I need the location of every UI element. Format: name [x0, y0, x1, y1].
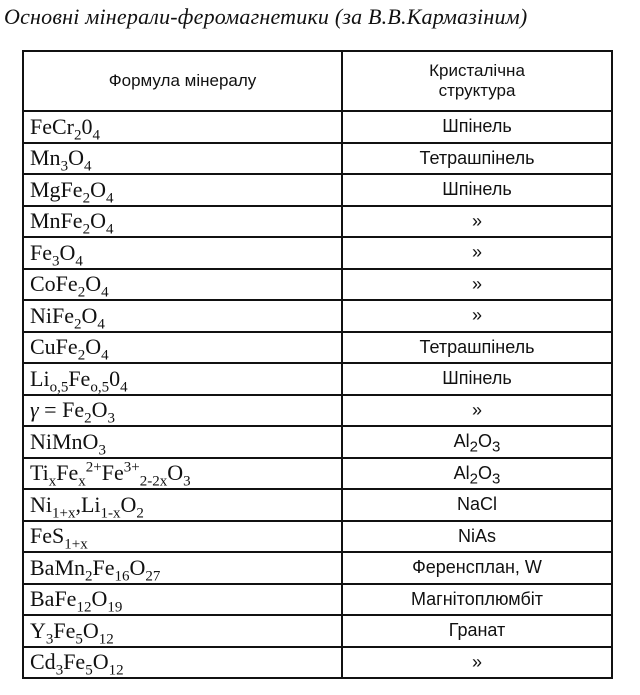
- formula-part: 2: [85, 568, 93, 585]
- structure-cell: [342, 395, 612, 427]
- formula-part: 4: [101, 347, 109, 364]
- formula-part: 27: [145, 568, 161, 585]
- structure-cell: [342, 111, 612, 143]
- structure-cell: [342, 269, 612, 301]
- header-structure: [342, 51, 612, 111]
- formula-part: 4: [83, 158, 92, 175]
- formula-cell: [23, 269, 342, 301]
- header-formula: Формула мінералу: [23, 51, 342, 111]
- page-title: Основні мінерали-феромагнетики (за В.В.Кармазіним): [4, 4, 528, 29]
- formula-part: 12: [76, 599, 92, 616]
- structure-part: »: [471, 242, 482, 263]
- formula-part: Mn: [30, 145, 61, 171]
- formula-part: 1+x: [64, 536, 88, 553]
- formula-part: 0: [81, 113, 93, 139]
- table-row: [23, 332, 612, 364]
- formula-part: Cd: [30, 649, 56, 675]
- formula-part: x: [78, 473, 86, 490]
- formula-part: O: [92, 649, 109, 675]
- formula-cell: [23, 300, 342, 332]
- formula-part: 4: [75, 253, 83, 270]
- formula-cell: [23, 332, 342, 364]
- formula-cell: [23, 647, 342, 679]
- structure-part: Al: [453, 431, 470, 452]
- formula-part: o,5: [49, 379, 69, 396]
- structure-part: Al: [453, 462, 470, 483]
- formula-part: Fe: [63, 649, 86, 675]
- formula-part: 2: [77, 284, 86, 301]
- formula-part: O: [120, 491, 137, 517]
- formula-part: 4: [105, 221, 114, 238]
- formula-part: FeCr: [30, 113, 74, 139]
- structure-part: »: [471, 210, 482, 231]
- formula-part: FeS: [30, 523, 65, 549]
- table-row: [23, 206, 612, 238]
- formula-part: 3: [60, 158, 69, 175]
- table-row: [23, 143, 612, 175]
- table-row: [23, 615, 612, 647]
- structure-cell: [342, 332, 612, 364]
- formula-part: O: [90, 176, 106, 202]
- formula-part: O: [90, 208, 106, 234]
- formula-part: MnFe: [30, 208, 83, 234]
- structure-part: Шпінель: [442, 116, 512, 137]
- structure-part: NaCl: [456, 494, 497, 515]
- formula-cell: [23, 111, 342, 143]
- table-row: [23, 584, 612, 616]
- formula-part: NiMnO: [30, 428, 99, 454]
- formula-part: 4: [92, 127, 100, 144]
- formula-part: O: [167, 460, 184, 486]
- structure-part: »: [471, 399, 482, 420]
- structure-part: NiAs: [457, 525, 496, 546]
- structure-part: Тетрашпінель: [419, 336, 535, 357]
- formula-part: 2: [84, 410, 92, 427]
- formula-part: 4: [97, 316, 105, 333]
- formula-cell: [23, 174, 342, 206]
- table-row: [23, 426, 612, 458]
- formula-part: 2: [74, 316, 82, 333]
- structure-cell: [342, 584, 612, 616]
- formula-part: Fe: [30, 239, 52, 265]
- formula-part: BaMn: [30, 554, 85, 580]
- formula-part: 3: [183, 473, 191, 490]
- formula-part: MgFe: [30, 176, 83, 202]
- formula-part: 3: [45, 631, 54, 648]
- formula-part: ,Li: [75, 491, 101, 517]
- structure-part: Магнітоплюмбіт: [410, 588, 544, 609]
- structure-cell: [342, 458, 612, 490]
- formula-part: 4: [105, 190, 114, 207]
- formula-part: 4: [101, 284, 109, 301]
- formula-part: O: [82, 617, 99, 643]
- table-row: [23, 458, 612, 490]
- formula-part: 4: [120, 379, 128, 396]
- formula-part: Fe: [68, 365, 91, 391]
- header-structure-line2: структура: [438, 81, 516, 100]
- table-row: [23, 552, 612, 584]
- structure-cell: [342, 300, 612, 332]
- structure-part: Шпінель: [442, 179, 512, 200]
- formula-part: 2: [77, 347, 86, 364]
- formula-part: Y: [30, 617, 46, 643]
- table-row: [23, 300, 612, 332]
- structure-part: 2: [469, 438, 478, 456]
- structure-part: »: [471, 305, 482, 326]
- formula-part: Fe: [92, 554, 115, 580]
- formula-part: x: [48, 473, 57, 490]
- structure-part: Ференсплан, W: [412, 557, 542, 578]
- formula-part: Ti: [30, 460, 49, 486]
- table-row: [23, 647, 612, 679]
- formula-part: O: [91, 586, 108, 612]
- table-row: [23, 174, 612, 206]
- formula-part: γ: [30, 397, 39, 423]
- structure-cell: [342, 206, 612, 238]
- formula-part: 2-2x: [139, 473, 168, 490]
- formula-cell: [23, 206, 342, 238]
- formula-part: BaFe: [30, 586, 77, 612]
- structure-part: »: [471, 273, 482, 294]
- table-row: [23, 269, 612, 301]
- structure-cell: [342, 143, 612, 175]
- table-row: [23, 521, 612, 553]
- formula-part: 5: [85, 662, 93, 679]
- formula-part: 3+: [123, 459, 140, 476]
- structure-cell: [342, 174, 612, 206]
- formula-part: 2: [82, 190, 91, 207]
- formula-part: 2: [136, 505, 144, 522]
- formula-part: 2: [74, 127, 82, 144]
- formula-part: NiFe: [30, 302, 74, 328]
- formula-cell: [23, 521, 342, 553]
- formula-part: Fe: [56, 460, 79, 486]
- formula-part: 12: [108, 662, 124, 679]
- formula-part: 3: [55, 662, 64, 679]
- formula-part: CuFe: [30, 334, 78, 360]
- formula-cell: [23, 426, 342, 458]
- structure-cell: [342, 426, 612, 458]
- formula-cell: [23, 489, 342, 521]
- structure-part: O: [478, 462, 493, 483]
- structure-cell: [342, 615, 612, 647]
- formula-cell: [23, 395, 342, 427]
- structure-cell: [342, 647, 612, 679]
- formula-part: 1-x: [100, 505, 121, 522]
- table-row: [23, 489, 612, 521]
- structure-cell: [342, 521, 612, 553]
- formula-cell: [23, 584, 342, 616]
- formula-part: 3: [107, 410, 115, 427]
- formula-part: O: [59, 239, 76, 265]
- formula-part: 16: [114, 568, 130, 585]
- formula-part: Li: [30, 365, 50, 391]
- formula-cell: [23, 458, 342, 490]
- structure-part: 3: [492, 438, 501, 456]
- formula-part: O: [81, 302, 98, 328]
- formula-part: 5: [75, 631, 83, 648]
- formula-part: 1+x: [52, 505, 76, 522]
- structure-cell: [342, 237, 612, 269]
- minerals-table: [22, 50, 613, 679]
- table-row: [23, 363, 612, 395]
- structure-part: »: [471, 651, 482, 672]
- formula-part: 19: [107, 599, 123, 616]
- formula-cell: [23, 615, 342, 647]
- formula-cell: [23, 237, 342, 269]
- formula-part: o,5: [90, 379, 110, 396]
- formula-part: 0: [109, 365, 121, 391]
- formula-part: = Fe: [38, 397, 85, 423]
- formula-part: O: [129, 554, 146, 580]
- table-header-row: [23, 51, 612, 111]
- formula-cell: [23, 552, 342, 584]
- structure-cell: [342, 363, 612, 395]
- formula-part: Ni: [30, 491, 52, 517]
- table-row: [23, 395, 612, 427]
- formula-part: Fe: [53, 617, 76, 643]
- formula-part: 3: [98, 442, 106, 459]
- table-row: [23, 111, 612, 143]
- formula-part: O: [85, 334, 102, 360]
- formula-part: 3: [52, 253, 60, 270]
- table-row: [23, 237, 612, 269]
- structure-part: O: [478, 431, 493, 452]
- formula-part: 2+: [85, 459, 102, 476]
- structure-part: Гранат: [448, 620, 506, 641]
- structure-part: 2: [469, 470, 478, 488]
- structure-cell: [342, 552, 612, 584]
- structure-part: 3: [492, 470, 501, 488]
- formula-part: O: [68, 145, 84, 171]
- formula-part: CoFe: [30, 271, 78, 297]
- structure-part: Тетрашпінель: [419, 147, 535, 168]
- formula-part: 12: [98, 631, 114, 648]
- formula-cell: [23, 143, 342, 175]
- structure-part: Шпінель: [442, 368, 512, 389]
- formula-part: 2: [82, 221, 91, 238]
- structure-cell: [342, 489, 612, 521]
- header-structure-line1: Кристалічна: [429, 61, 525, 80]
- table-body: [23, 111, 612, 678]
- formula-part: O: [85, 271, 102, 297]
- formula-part: O: [91, 397, 108, 423]
- formula-cell: [23, 363, 342, 395]
- formula-part: Fe: [101, 460, 124, 486]
